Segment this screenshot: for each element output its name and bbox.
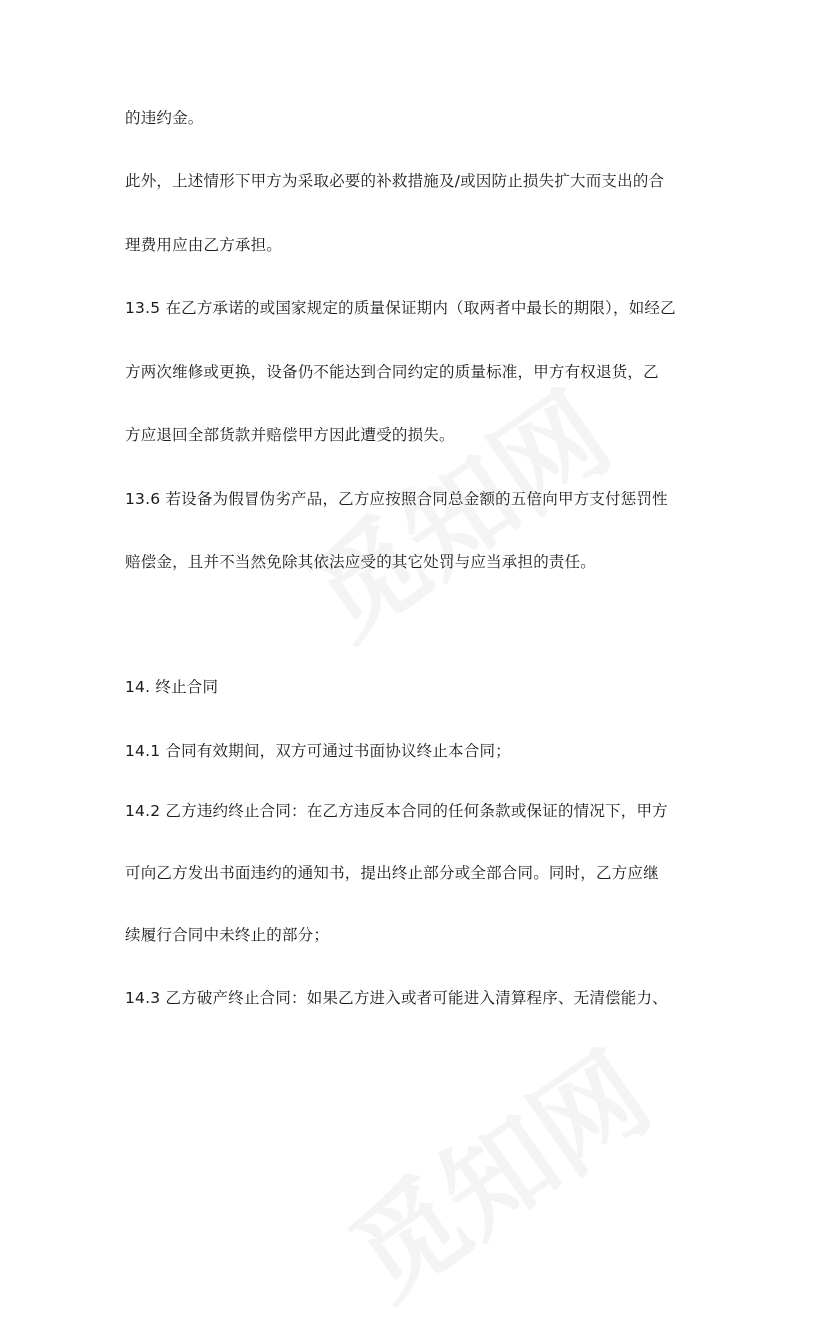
text-line: 续履行合同中未终止的部分； xyxy=(125,926,330,944)
clause-13-6: 13.6 若设备为假冒伪劣产品，乙方应按照合同总金额的五倍向甲方支付惩罚性 xyxy=(125,490,668,508)
clause-14-2: 14.2 乙方违约终止合同：在乙方违反本合同的任何条款或保证的情况下，甲方 xyxy=(125,802,668,820)
section-heading-14: 14. 终止合同 xyxy=(125,678,219,696)
text-line: 此外，上述情形下甲方为采取必要的补救措施及/或因防止损失扩大而支出的合 xyxy=(125,172,665,190)
clause-14-3: 14.3 乙方破产终止合同：如果乙方进入或者可能进入清算程序、无清偿能力、 xyxy=(125,989,668,1007)
text-line: 方两次维修或更换，设备仍不能达到合同约定的质量标准，甲方有权退货，乙 xyxy=(125,363,659,381)
text-line: 方应退回全部货款并赔偿甲方因此遭受的损失。 xyxy=(125,426,455,444)
text-line: 可向乙方发出书面违约的通知书，提出终止部分或全部合同。同时，乙方应继 xyxy=(125,864,659,882)
watermark xyxy=(315,1010,676,1328)
text-line: 赔偿金，且并不当然免除其依法应受的其它处罚与应当承担的责任。 xyxy=(125,553,597,571)
clause-14-1: 14.1 合同有效期间，双方可通过书面协议终止本合同； xyxy=(125,742,511,760)
clause-13-5: 13.5 在乙方承诺的或国家规定的质量保证期内（取两者中最长的期限），如经乙 xyxy=(125,299,676,317)
text-line: 的违约金。 xyxy=(125,109,204,127)
text-line: 理费用应由乙方承担。 xyxy=(125,236,283,254)
